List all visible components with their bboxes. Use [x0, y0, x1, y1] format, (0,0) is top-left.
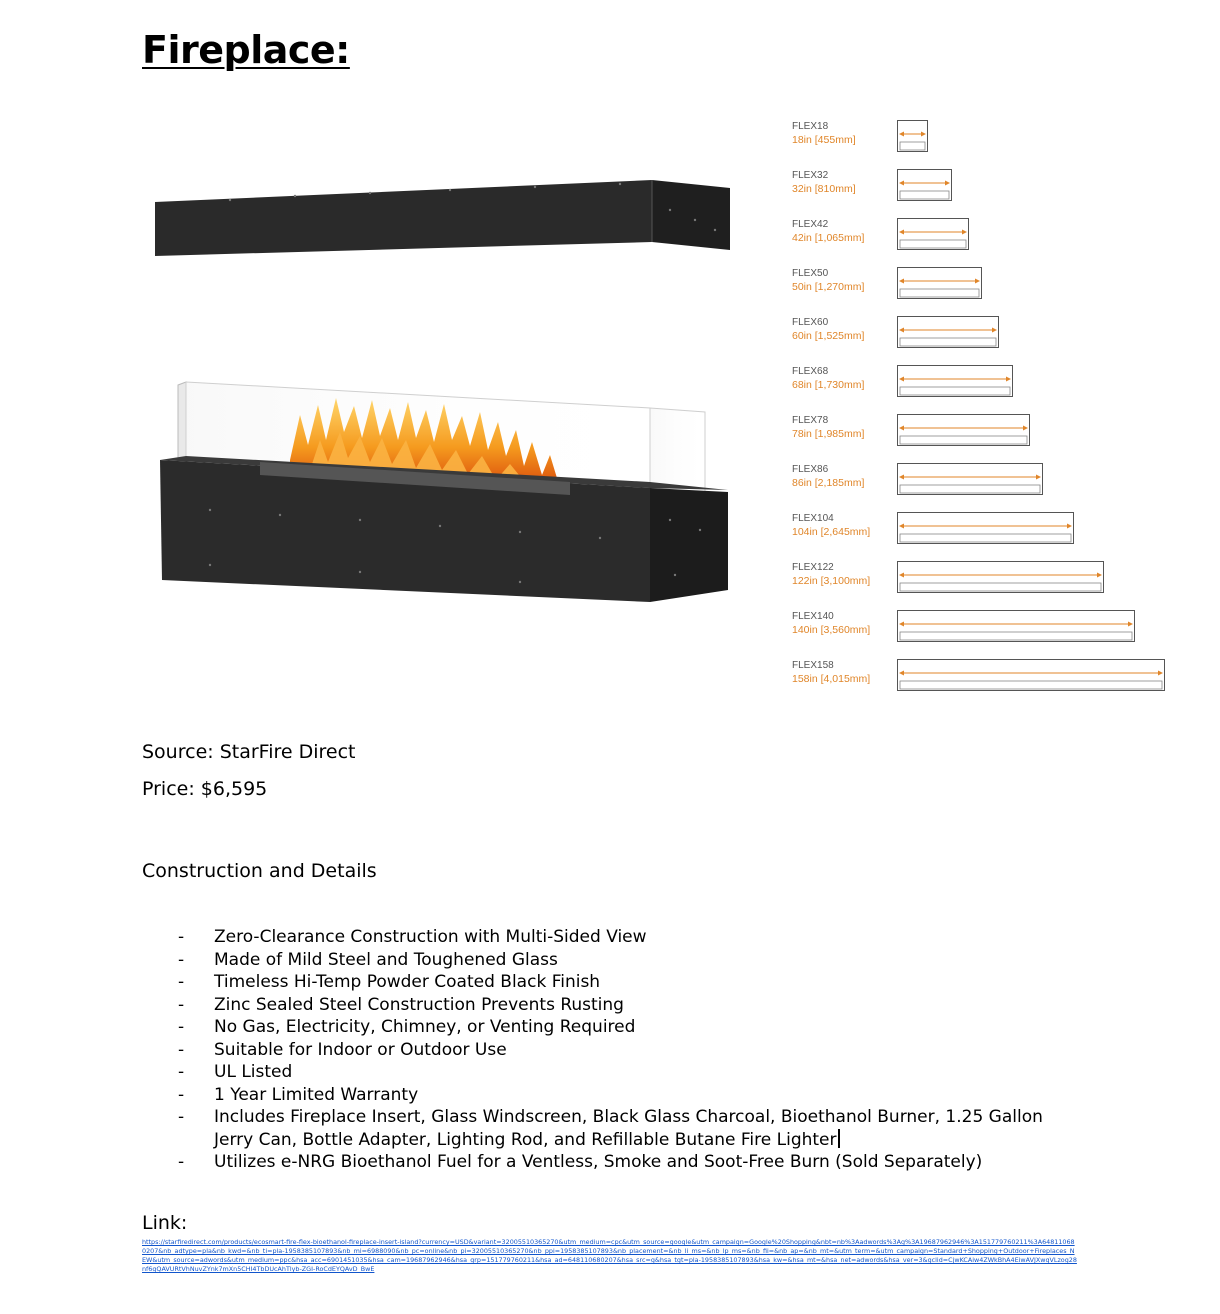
size-dimension: 86in [2,185mm]	[792, 477, 865, 489]
size-dimension: 50in [1,270mm]	[792, 281, 865, 293]
size-dimension: 158in [4,015mm]	[792, 673, 871, 685]
details-heading: Construction and Details	[142, 860, 377, 882]
size-diagram	[897, 363, 1014, 399]
bullet-dash: -	[178, 1039, 185, 1060]
size-row	[790, 461, 1180, 501]
size-dimension: 104in [2,645mm]	[792, 526, 871, 538]
bullet-dash: -	[178, 972, 185, 992]
size-code: FLEX60	[792, 317, 829, 328]
size-code: FLEX122	[792, 562, 834, 573]
size-row	[790, 216, 1180, 256]
size-diagram	[897, 608, 1136, 644]
bullet-dash: -	[178, 927, 185, 947]
detail-item	[142, 994, 1072, 1017]
details-list	[142, 926, 1072, 1174]
size-row	[790, 559, 1180, 599]
detail-item	[142, 971, 1072, 994]
size-diagram	[897, 657, 1166, 693]
bullet-dash: -	[178, 994, 185, 1015]
bullet-dash: -	[178, 1107, 185, 1127]
size-dimension: 60in [1,525mm]	[792, 330, 865, 342]
bullet-dash: -	[178, 949, 185, 970]
size-code: FLEX78	[792, 415, 829, 426]
link-label: Link:	[142, 1212, 188, 1234]
detail-item	[142, 926, 1072, 949]
size-row	[790, 608, 1180, 648]
size-row	[790, 118, 1180, 158]
detail-item-text: Utilizes e-NRG Bioethanol Fuel for a Ventless, Smoke and Soot-Free Burn (Sold Separately)	[214, 1152, 983, 1172]
size-diagram	[897, 265, 983, 301]
detail-item	[142, 1084, 1072, 1107]
size-dimension: 42in [1,065mm]	[792, 232, 865, 244]
size-code: FLEX158	[792, 660, 834, 671]
size-row	[790, 265, 1180, 305]
size-row	[790, 167, 1180, 207]
detail-item-text: Zinc Sealed Steel Construction Prevents Rusting	[214, 994, 624, 1015]
size-row	[790, 412, 1180, 452]
size-row	[790, 657, 1180, 697]
source-text: Source: StarFire Direct	[142, 741, 356, 763]
detail-item	[142, 1016, 1072, 1039]
size-dimension: 18in [455mm]	[792, 134, 856, 146]
detail-item-text: 1 Year Limited Warranty	[214, 1084, 419, 1105]
detail-item-text: Suitable for Indoor or Outdoor Use	[214, 1039, 507, 1060]
size-code: FLEX32	[792, 170, 829, 181]
bullet-dash: -	[178, 1017, 185, 1037]
product-link[interactable]: https://starfiredirect.com/products/ecosmart-fire-flex-bioethanol-fireplace-insert-island?currency=USD&variant=32005510365270&utm_medium=cpc&utm_source=google&utm_campaign=Google%20Shopping&nbt=nb%3Aadwords%3Ag%3A19687962946%3A151779760211%3A648110680207&nb_adtype=pla&nb_kwd=&nb_ti=pla-1958385107893&nb_mi=6988090&nb_pc=online&nb_pi=32005510365270&nb_ppi=1958385107893&nb_placement=&nb_li_ms=&nb_lp_ms=&nb_fii=&nb_ap=&nb_mt=&utm_term=&utm_campaign=Standard+Shopping+Outdoor+Fireplaces_NEW&utm_source=adwords&utm_medium=ppc&hsa_acc=6901451035&hsa_cam=19687962946&hsa_grp=151779760211&hsa_ad=648110680207&hsa_src=g&hsa_tgt=pla-1958385107893&hsa_kw=&hsa_mt=&hsa_net=adwords&hsa_ver=3&gclid=CjwKCAiw4ZWkBhA4EiwAVJXwqVLzog28nf6gQAVURtVhNuvZYnk7mXn5CHI4TbDUcAhTlyb-ZGI-RoCdEYQAvD_BwE	[142, 1238, 1077, 1273]
size-code: FLEX42	[792, 219, 829, 230]
size-dimension: 122in [3,100mm]	[792, 575, 871, 587]
detail-item-text: Made of Mild Steel and Toughened Glass	[214, 949, 558, 970]
size-dimension: 32in [810mm]	[792, 183, 856, 195]
text-cursor	[838, 1129, 840, 1148]
size-row	[790, 510, 1180, 550]
size-diagram	[897, 412, 1031, 448]
size-code: FLEX68	[792, 366, 829, 377]
price-text: Price: $6,595	[142, 778, 268, 800]
size-chart	[790, 118, 1180, 708]
detail-item-text: No Gas, Electricity, Chimney, or Venting Required	[214, 1017, 636, 1037]
size-diagram	[897, 216, 970, 252]
detail-item-text: UL Listed	[214, 1062, 293, 1082]
size-diagram	[897, 314, 1000, 350]
detail-item	[142, 1151, 1072, 1174]
detail-item-text: Timeless Hi-Temp Powder Coated Black Finish	[214, 972, 601, 992]
bullet-dash: -	[178, 1084, 185, 1105]
size-dimension: 78in [1,985mm]	[792, 428, 865, 440]
size-dimension: 140in [3,560mm]	[792, 624, 871, 636]
detail-item	[142, 1106, 1072, 1151]
size-code: FLEX140	[792, 611, 834, 622]
page-title: Fireplace:	[142, 28, 350, 72]
size-diagram	[897, 461, 1044, 497]
detail-item	[142, 949, 1072, 972]
size-code: FLEX86	[792, 464, 829, 475]
detail-item	[142, 1039, 1072, 1062]
bullet-dash: -	[178, 1062, 185, 1082]
bullet-dash: -	[178, 1152, 185, 1172]
detail-item-text: Zero-Clearance Construction with Multi-Sided View	[214, 927, 647, 947]
detail-item	[142, 1061, 1072, 1084]
size-code: FLEX104	[792, 513, 834, 524]
size-diagram	[897, 167, 953, 203]
size-code: FLEX50	[792, 268, 829, 279]
size-row	[790, 314, 1180, 354]
size-code: FLEX18	[792, 121, 829, 132]
size-diagram	[897, 118, 929, 154]
detail-item-text: Includes Fireplace Insert, Glass Windscreen, Black Glass Charcoal, Bioethanol Burner, 1.25 Gallon Jerry Can, Bottle Adapter, Lighting Rod, and Refillable Butane Fire Lighter	[214, 1107, 1043, 1150]
size-diagram	[897, 559, 1105, 595]
size-row	[790, 363, 1180, 403]
fireplace-product-image	[150, 170, 740, 620]
size-diagram	[897, 510, 1075, 546]
size-dimension: 68in [1,730mm]	[792, 379, 865, 391]
hood-panel	[155, 180, 730, 256]
